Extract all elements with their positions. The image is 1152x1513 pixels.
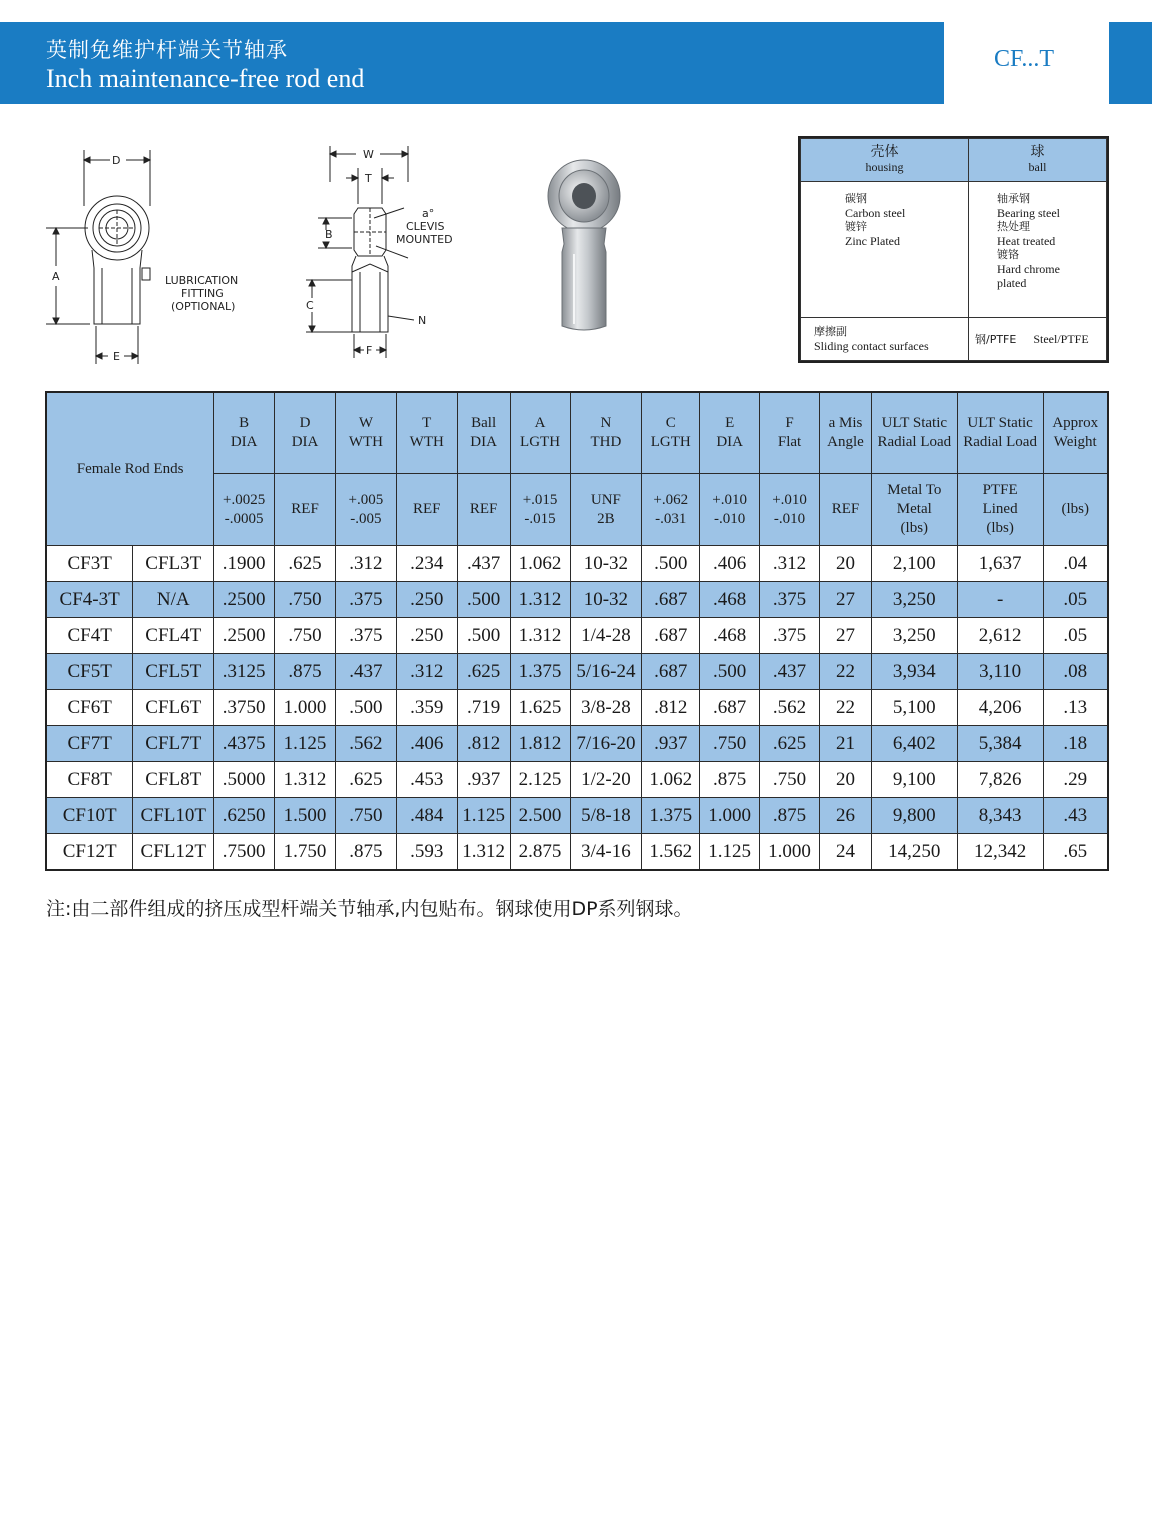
table-cell: .562: [760, 690, 820, 726]
table-cell: 21: [820, 726, 872, 762]
table-cell: .625: [335, 762, 396, 798]
table-cell: N/A: [133, 582, 214, 618]
table-cell: 1.312: [510, 618, 570, 654]
page-title-cn: 英制免维护杆端关节轴承: [46, 38, 288, 62]
lube-label-1: LUBRICATION: [165, 274, 239, 287]
table-cell: .250: [396, 582, 457, 618]
table-row: [46, 546, 1108, 582]
table-cell: 1.125: [275, 726, 336, 762]
table-cell: 1.500: [275, 798, 336, 834]
table-cell: 1.062: [510, 546, 570, 582]
table-cell: .3750: [214, 690, 275, 726]
table-cell: .4375: [214, 726, 275, 762]
table-cell: .406: [396, 726, 457, 762]
table-cell: .500: [457, 618, 510, 654]
table-cell: .812: [642, 690, 700, 726]
column-header: D DIA: [275, 392, 336, 474]
table-cell: 20: [820, 762, 872, 798]
table-row: [46, 762, 1108, 798]
column-header: N THD: [570, 392, 642, 474]
table-cell: .3125: [214, 654, 275, 690]
table-cell: 2,612: [957, 618, 1043, 654]
table-cell: 2.500: [510, 798, 570, 834]
table-row: [46, 690, 1108, 726]
table-cell: .750: [760, 762, 820, 798]
table-row: [46, 726, 1108, 762]
table-cell: 1/2-20: [570, 762, 642, 798]
table-cell: .468: [700, 618, 760, 654]
column-subheader: +.062 -.031: [642, 474, 700, 546]
table-cell: 1.312: [457, 834, 510, 871]
column-subheader: +.010 -.010: [700, 474, 760, 546]
table-cell: .437: [335, 654, 396, 690]
table-cell: 26: [820, 798, 872, 834]
table-cell: .1900: [214, 546, 275, 582]
table-cell: .375: [760, 582, 820, 618]
table-cell: .250: [396, 618, 457, 654]
table-cell: CF4-3T: [46, 582, 133, 618]
dim-e-label: E: [113, 350, 120, 363]
angle-label: a°: [422, 207, 435, 220]
table-cell: .687: [642, 582, 700, 618]
table-cell: .500: [642, 546, 700, 582]
table-cell: .08: [1043, 654, 1108, 690]
column-subheader: +.010 -.010: [760, 474, 820, 546]
series-code: CF...T: [994, 46, 1055, 72]
column-subheader: PTFE Lined (lbs): [957, 474, 1043, 546]
table-cell: CF6T: [46, 690, 133, 726]
table-cell: .04: [1043, 546, 1108, 582]
column-subheader: REF: [275, 474, 336, 546]
housing-header: 壳体 housing: [801, 139, 969, 182]
table-cell: 1.062: [642, 762, 700, 798]
table-cell: .875: [335, 834, 396, 871]
table-cell: CF3T: [46, 546, 133, 582]
dim-f-label: F: [366, 344, 373, 357]
table-cell: .375: [335, 618, 396, 654]
table-cell: 27: [820, 582, 872, 618]
column-header: W WTH: [335, 392, 396, 474]
table-cell: .2500: [214, 582, 275, 618]
table-cell: 9,800: [871, 798, 957, 834]
column-header: ULT Static Radial Load: [871, 392, 957, 474]
table-cell: 1.812: [510, 726, 570, 762]
dim-b-label: B: [325, 228, 333, 241]
table-cell: 22: [820, 654, 872, 690]
table-cell: CFL3T: [133, 546, 214, 582]
table-cell: .937: [457, 762, 510, 798]
table-cell: 7,826: [957, 762, 1043, 798]
housing-material: 碳钢 Carbon steel 镀锌 Zinc Plated: [801, 182, 969, 318]
table-cell: 1.125: [700, 834, 760, 871]
table-cell: 10-32: [570, 582, 642, 618]
table-cell: CF8T: [46, 762, 133, 798]
table-cell: .437: [760, 654, 820, 690]
ball-material: 轴承钢 Bearing steel 热处理 Heat treated 镀铬 Hard chrome plated: [969, 182, 1107, 318]
table-cell: .562: [335, 726, 396, 762]
table-cell: -: [957, 582, 1043, 618]
table-cell: .312: [396, 654, 457, 690]
table-cell: 3/8-28: [570, 690, 642, 726]
table-cell: .875: [275, 654, 336, 690]
table-cell: .7500: [214, 834, 275, 871]
dim-t-label: T: [365, 172, 372, 185]
table-cell: .687: [642, 618, 700, 654]
table-cell: 1.125: [457, 798, 510, 834]
table-cell: .453: [396, 762, 457, 798]
table-cell: .2500: [214, 618, 275, 654]
table-cell: 1.375: [510, 654, 570, 690]
lube-label-2: FITTING: [181, 287, 224, 300]
dim-w-label: W: [363, 148, 374, 161]
column-subheader: REF: [396, 474, 457, 546]
table-cell: .750: [700, 726, 760, 762]
table-cell: .593: [396, 834, 457, 871]
table-cell: .500: [335, 690, 396, 726]
column-header: E DIA: [700, 392, 760, 474]
table-cell: 1.750: [275, 834, 336, 871]
table-cell: .719: [457, 690, 510, 726]
table-cell: 1.000: [760, 834, 820, 871]
table-row: [46, 798, 1108, 834]
column-subheader: +.005 -.005: [335, 474, 396, 546]
table-cell: 4,206: [957, 690, 1043, 726]
table-cell: .406: [700, 546, 760, 582]
rod-end-product-photo: [540, 148, 630, 334]
column-header: A LGTH: [510, 392, 570, 474]
table-cell: 2.125: [510, 762, 570, 798]
table-cell: .875: [700, 762, 760, 798]
table-cell: .625: [457, 654, 510, 690]
table-cell: 3,250: [871, 582, 957, 618]
column-subheader: UNF 2B: [570, 474, 642, 546]
table-cell: 5,100: [871, 690, 957, 726]
dim-c-label: C: [306, 299, 314, 312]
table-cell: 6,402: [871, 726, 957, 762]
table-cell: 1,637: [957, 546, 1043, 582]
table-cell: 7/16-20: [570, 726, 642, 762]
table-cell: 24: [820, 834, 872, 871]
table-cell: .937: [642, 726, 700, 762]
table-cell: .65: [1043, 834, 1108, 871]
dim-n-label: N: [418, 314, 427, 327]
table-cell: 1.312: [510, 582, 570, 618]
table-cell: .750: [275, 618, 336, 654]
clevis-label-1: CLEVIS: [406, 220, 445, 233]
table-cell: 1.375: [642, 798, 700, 834]
table-cell: 3,934: [871, 654, 957, 690]
table-cell: CFL6T: [133, 690, 214, 726]
table-cell: 1/4-28: [570, 618, 642, 654]
table-cell: .359: [396, 690, 457, 726]
table-cell: 22: [820, 690, 872, 726]
table-cell: .05: [1043, 582, 1108, 618]
table-cell: 5/16-24: [570, 654, 642, 690]
table-row: [46, 618, 1108, 654]
table-cell: 3,110: [957, 654, 1043, 690]
table-cell: CFL12T: [133, 834, 214, 871]
table-cell: 1.000: [275, 690, 336, 726]
table-cell: .500: [457, 582, 510, 618]
specification-table: [45, 391, 1109, 871]
table-cell: CF4T: [46, 618, 133, 654]
table-cell: 5/8-18: [570, 798, 642, 834]
table-cell: 20: [820, 546, 872, 582]
table-cell: .05: [1043, 618, 1108, 654]
table-cell: .750: [275, 582, 336, 618]
table-cell: CFL7T: [133, 726, 214, 762]
column-subheader: (lbs): [1043, 474, 1108, 546]
table-cell: 2,100: [871, 546, 957, 582]
dim-d-label: D: [112, 154, 121, 167]
column-subheader: REF: [820, 474, 872, 546]
table-cell: CF12T: [46, 834, 133, 871]
front-view-drawing: [40, 146, 270, 371]
table-cell: .625: [275, 546, 336, 582]
table-cell: 10-32: [570, 546, 642, 582]
table-cell: .750: [335, 798, 396, 834]
table-cell: .312: [335, 546, 396, 582]
column-header: T WTH: [396, 392, 457, 474]
table-cell: 3/4-16: [570, 834, 642, 871]
table-cell: 8,343: [957, 798, 1043, 834]
table-cell: 9,100: [871, 762, 957, 798]
corner-header: Female Rod Ends: [46, 392, 214, 546]
ball-header: 球 ball: [969, 139, 1107, 182]
table-row: [46, 834, 1108, 871]
table-cell: .43: [1043, 798, 1108, 834]
table-cell: .500: [700, 654, 760, 690]
table-cell: CFL10T: [133, 798, 214, 834]
table-cell: .312: [760, 546, 820, 582]
column-header: a Mis Angle: [820, 392, 872, 474]
table-cell: .234: [396, 546, 457, 582]
table-cell: CF7T: [46, 726, 133, 762]
column-header: B DIA: [214, 392, 275, 474]
column-header: C LGTH: [642, 392, 700, 474]
table-cell: CFL4T: [133, 618, 214, 654]
dim-a-label: A: [52, 270, 60, 283]
materials-table: [798, 136, 1109, 363]
table-cell: .875: [760, 798, 820, 834]
table-cell: .29: [1043, 762, 1108, 798]
table-cell: .18: [1043, 726, 1108, 762]
table-cell: .13: [1043, 690, 1108, 726]
table-cell: .375: [335, 582, 396, 618]
table-cell: 3,250: [871, 618, 957, 654]
table-cell: .468: [700, 582, 760, 618]
column-header: ULT Static Radial Load: [957, 392, 1043, 474]
table-cell: 1.312: [275, 762, 336, 798]
header-side-tab: [1109, 22, 1152, 104]
table-cell: 1.625: [510, 690, 570, 726]
column-header: F Flat: [760, 392, 820, 474]
table-cell: .437: [457, 546, 510, 582]
clevis-label-2: MOUNTED: [396, 233, 453, 246]
table-cell: .375: [760, 618, 820, 654]
table-cell: CFL8T: [133, 762, 214, 798]
table-cell: .484: [396, 798, 457, 834]
table-cell: 27: [820, 618, 872, 654]
column-header: Approx Weight: [1043, 392, 1108, 474]
sliding-surfaces-label: 摩擦副 Sliding contact surfaces: [801, 318, 969, 361]
table-cell: .5000: [214, 762, 275, 798]
page-title-en: Inch maintenance-free rod end: [46, 64, 365, 93]
table-cell: .687: [700, 690, 760, 726]
table-cell: 5,384: [957, 726, 1043, 762]
table-cell: CF10T: [46, 798, 133, 834]
table-cell: .687: [642, 654, 700, 690]
footnote: 注:由二部件组成的挤压成型杆端关节轴承,内包贴布。钢球使用DP系列钢球。: [46, 898, 693, 920]
lube-label-3: (OPTIONAL): [171, 300, 236, 313]
table-cell: .812: [457, 726, 510, 762]
table-cell: .6250: [214, 798, 275, 834]
table-row: [46, 654, 1108, 690]
table-cell: 1.562: [642, 834, 700, 871]
sliding-surfaces-value: 钢/PTFE Steel/PTFE: [969, 318, 1107, 361]
table-cell: 12,342: [957, 834, 1043, 871]
column-subheader: Metal To Metal (lbs): [871, 474, 957, 546]
column-subheader: REF: [457, 474, 510, 546]
table-cell: CF5T: [46, 654, 133, 690]
column-subheader: +.0025 -.0005: [214, 474, 275, 546]
table-cell: 14,250: [871, 834, 957, 871]
column-header: Ball DIA: [457, 392, 510, 474]
table-cell: 1.000: [700, 798, 760, 834]
table-row: [46, 582, 1108, 618]
table-cell: CFL5T: [133, 654, 214, 690]
column-subheader: +.015 -.015: [510, 474, 570, 546]
side-view-drawing: [296, 142, 476, 362]
table-cell: .625: [760, 726, 820, 762]
table-cell: 2.875: [510, 834, 570, 871]
